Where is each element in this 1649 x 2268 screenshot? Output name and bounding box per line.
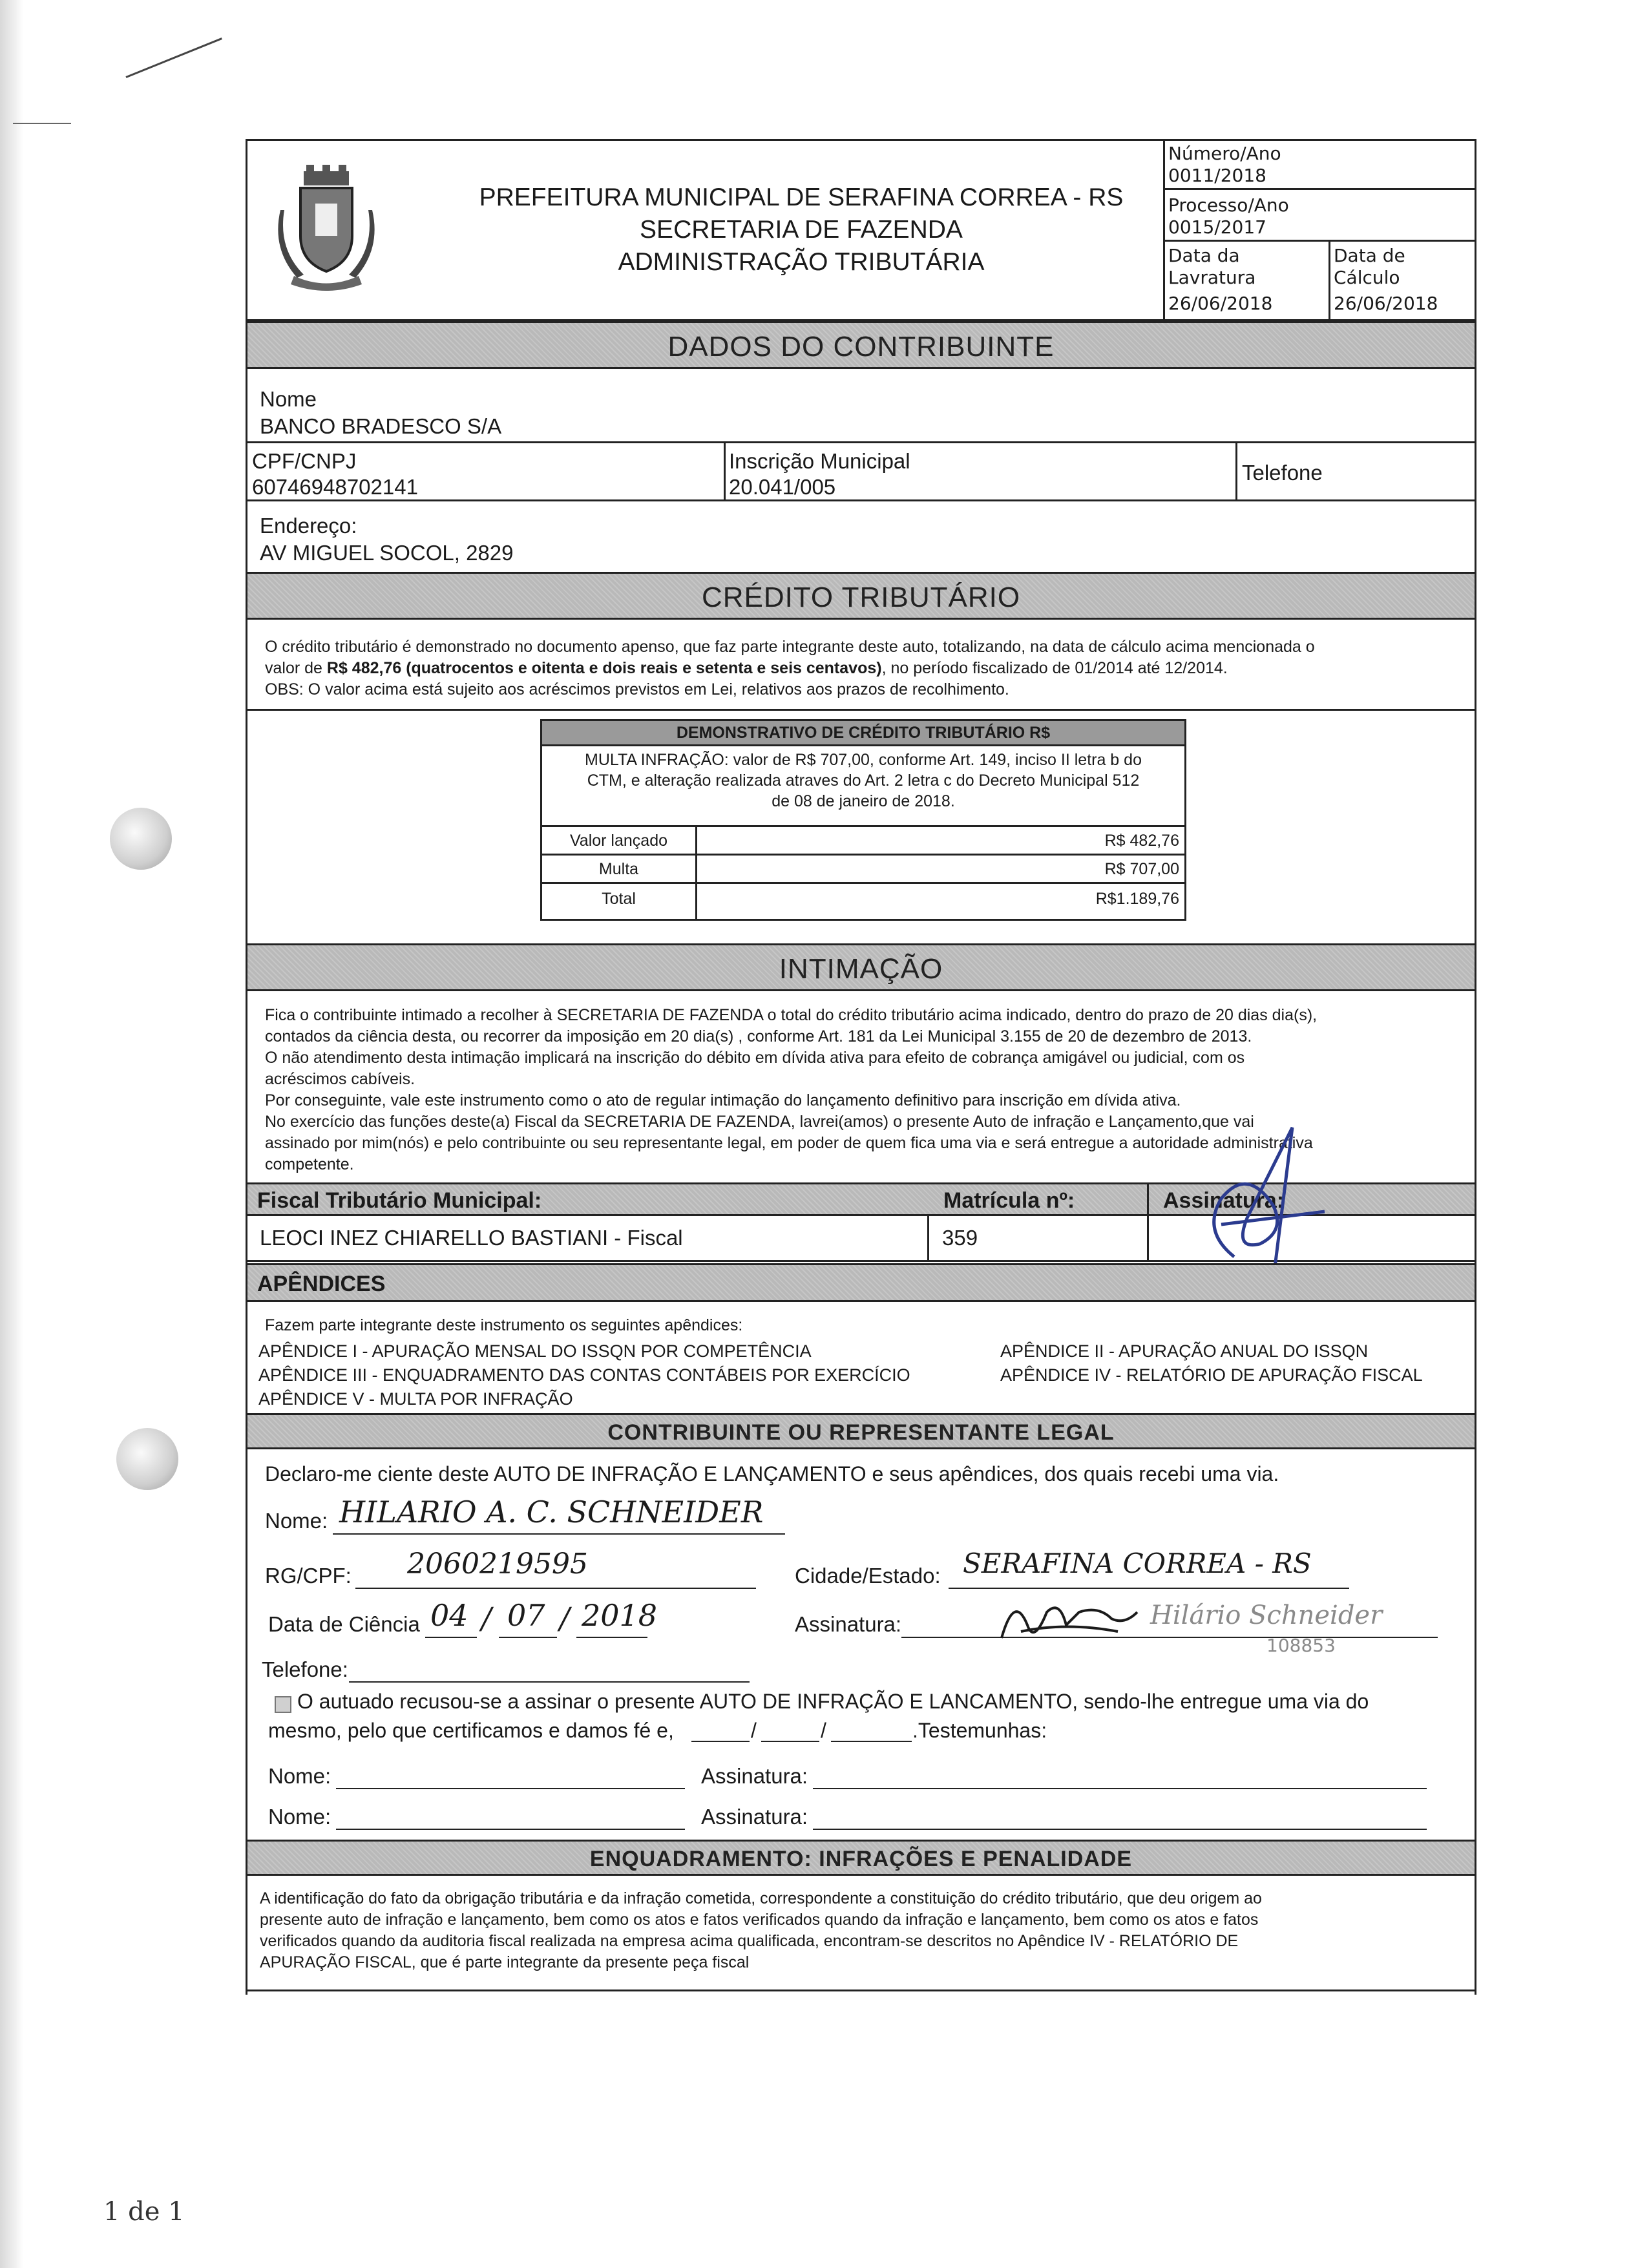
section-apendices (246, 1263, 1476, 1302)
credito-paragraph (265, 636, 1467, 700)
auto-de-infracao-form (246, 139, 1476, 1993)
divider (540, 744, 1186, 746)
intimacao-line: Fica o contribuinte intimado a recolher à SECRETARIA DE FAZENDA o total do crédito tributário acima indicado, dentro do prazo de 20 dias dia(s), (265, 1006, 1318, 1024)
total-value: R$1.189,76 (1095, 890, 1179, 908)
numero-ano-value: 0011/2018 (1168, 165, 1266, 186)
enquadramento-paragraph (260, 1888, 1462, 1973)
matricula-label: Matrícula nº: (943, 1188, 1075, 1213)
credito-obs: OBS: O valor acima está sujeito aos acréscimos previstos em Lei, relativos aos prazos de recolhimento. (265, 680, 1009, 698)
pen-mark (125, 37, 222, 78)
intimacao-line: O não atendimento desta intimação implicará na inscrição do débito em dívida ativa para efeito de cobrança amigável ou judicial, com os (265, 1049, 1245, 1067)
recusa-text (268, 1719, 674, 1743)
header-secretaria: SECRETARIA DE FAZENDA (640, 216, 963, 244)
punch-hole (110, 808, 172, 870)
data-calculo-label: Cálculo (1334, 267, 1400, 288)
testemunha-assinatura-line (813, 1788, 1427, 1789)
valor-lancado-label: Valor lançado (569, 832, 668, 850)
section-enquadramento (246, 1840, 1476, 1876)
recusa-checkbox[interactable] (275, 1696, 291, 1713)
multa-value: R$ 707,00 (1104, 860, 1179, 878)
intimacao-line: contados da ciência desta, ou recorrer da imposição em 20 dia(s) , conforme Art. 181 da Lei Municipal 3.155 de 20 de dezembro de 2013. (265, 1027, 1252, 1045)
testemunha-assinatura-label: Assinatura: (701, 1805, 808, 1829)
credito-text: valor de (265, 659, 327, 677)
divider (246, 441, 1476, 443)
rep-rg-handwritten: 2060219595 (407, 1548, 588, 1580)
intimacao-line: No exercício das funções deste(a) Fiscal da SECRETARIA DE FAZENDA, lavrei(amos) o presente Auto de infração e Lançamento,que vai (265, 1113, 1254, 1131)
rep-telefone-label: Telefone: (262, 1657, 348, 1681)
rep-telefone-line (349, 1681, 750, 1683)
section-representante (246, 1413, 1476, 1449)
rep-rg-label: RG/CPF: (265, 1564, 352, 1588)
cpf-cnpj-label: CPF/CNPJ (252, 449, 357, 473)
recusa-text: O autuado recusou-se a assinar o presente AUTO DE INFRAÇÃO E LANCAMENTO, sendo-lhe entregue uma via do (297, 1690, 1369, 1713)
demonstrativo-description (542, 750, 1184, 812)
divider (246, 499, 1476, 501)
multa-label: Multa (598, 860, 639, 878)
divider (1329, 240, 1330, 321)
frame-left (246, 321, 247, 1995)
credito-text: , no período fiscalizado de 01/2014 até 12/2014. (881, 659, 1228, 677)
rep-data-label: Data de Ciência (268, 1612, 420, 1636)
rep-nome-label: Nome: (265, 1509, 328, 1533)
frame-right (1475, 321, 1476, 1995)
total-label: Total (602, 890, 636, 908)
testemunha-nome-label: Nome: (268, 1805, 331, 1829)
section-intimacao (246, 943, 1476, 991)
scan-edge (0, 0, 23, 2268)
punch-hole (116, 1428, 178, 1490)
section-title: ENQUADRAMENTO: INFRAÇÕES E PENALIDADE (589, 1847, 1133, 1871)
rep-data-line (425, 1637, 477, 1638)
endereco-label: Endereço: (260, 514, 357, 538)
testemunha-assinatura-label: Assinatura: (701, 1764, 808, 1788)
date-separator: / (481, 1601, 492, 1635)
pen-mark (13, 123, 71, 124)
section-title: APÊNDICES (257, 1272, 386, 1296)
header-administracao: ADMINISTRAÇÃO TRIBUTÁRIA (618, 248, 985, 276)
data-calculo-label: Data de (1334, 245, 1405, 266)
endereco-value: AV MIGUEL SOCOL, 2829 (260, 541, 514, 565)
rep-assinatura-line (901, 1637, 1438, 1638)
date-separator: / (751, 1719, 757, 1742)
matricula-value: 359 (942, 1226, 978, 1250)
rep-cidade-handwritten: SERAFINA CORREA - RS (963, 1548, 1312, 1579)
data-calculo-value: 26/06/2018 (1334, 293, 1438, 314)
testemunha-nome-line (336, 1788, 685, 1789)
rep-data-day: 04 (430, 1598, 468, 1633)
divider (1163, 188, 1476, 190)
processo-ano-label: Processo/Ano (1168, 194, 1289, 216)
testemunha-nome-line (336, 1829, 685, 1830)
inscricao-municipal-label: Inscrição Municipal (729, 449, 910, 473)
recusa-text-a: mesmo, pelo que certificamos e damos fé e, (268, 1719, 674, 1742)
intimacao-line: acréscimos cabíveis. (265, 1070, 415, 1088)
rep-signature (989, 1586, 1144, 1651)
divider (724, 441, 726, 501)
section-dados-contribuinte (246, 321, 1476, 369)
enquadramento-line: A identificação do fato da obrigação tributária e da infração cometida, correspondente a constituição do crédito tributário, que deu origem ao (260, 1889, 1262, 1907)
divider (1163, 139, 1165, 321)
data-lavratura-label: Lavratura (1168, 267, 1256, 288)
divider (1163, 240, 1476, 242)
assinatura-label: Assinatura: (1163, 1188, 1285, 1213)
section-credito-tributario (246, 572, 1476, 620)
divider (927, 1214, 929, 1262)
testemunha-nome-label: Nome: (268, 1764, 331, 1788)
recusa-text-b: .Testemunhas: (912, 1719, 1047, 1742)
divider (1147, 1182, 1149, 1262)
rep-nome-handwritten: HILARIO A. C. SCHNEIDER (339, 1495, 764, 1529)
nome-label: Nome (260, 387, 317, 411)
cpf-cnpj-value: 60746948702141 (252, 475, 418, 499)
section-title: DADOS DO CONTRIBUINTE (667, 331, 1055, 362)
divider (540, 825, 1186, 827)
apendice-item: APÊNDICE IV - RELATÓRIO DE APURAÇÃO FISCAL (1000, 1365, 1423, 1385)
date-separator: / (560, 1601, 570, 1635)
date-separator: / (821, 1719, 826, 1742)
recusa-date-line (831, 1741, 912, 1742)
municipal-coat-of-arms-icon (278, 165, 375, 294)
demo-line: CTM, e alteração realizada atraves do Art. 2 letra c do Decreto Municipal 512 (587, 772, 1140, 790)
testemunha-assinatura-line (813, 1829, 1427, 1830)
data-lavratura-value: 26/06/2018 (1168, 293, 1273, 314)
demonstrativo-title: DEMONSTRATIVO DE CRÉDITO TRIBUTÁRIO R$ (542, 721, 1184, 744)
data-lavratura-label: Data da (1168, 245, 1240, 266)
apendice-item: APÊNDICE III - ENQUADRAMENTO DAS CONTAS CONTÁBEIS POR EXERCÍCIO (258, 1365, 910, 1385)
divider (540, 854, 1186, 856)
rep-cidade-label: Cidade/Estado: (795, 1564, 941, 1588)
demo-line: MULTA INFRAÇÃO: valor de R$ 707,00, conforme Art. 149, inciso II letra b do (585, 751, 1142, 769)
nome-value: BANCO BRADESCO S/A (260, 414, 502, 438)
page-number: 1 de 1 (103, 2197, 185, 2227)
rep-assinatura-label: Assinatura: (795, 1612, 902, 1636)
declaracao-text: Declaro-me ciente deste AUTO DE INFRAÇÃO E LANÇAMENTO e seus apêndices, dos quais recebi uma via. (265, 1462, 1279, 1486)
apendices-list-right (1000, 1339, 1423, 1387)
valor-lancado-value: R$ 482,76 (1104, 832, 1179, 850)
telefone-label: Telefone (1242, 461, 1323, 485)
intimacao-line: competente. (265, 1155, 354, 1173)
recusa-date-line (761, 1741, 819, 1742)
demo-line: de 08 de janeiro de 2018. (772, 792, 955, 810)
rep-data-line (499, 1637, 557, 1638)
numero-ano-label: Número/Ano (1168, 143, 1281, 164)
credito-valor-extenso: R$ 482,76 (quatrocentos e oitenta e dois reais e setenta e seis centavos) (326, 659, 882, 677)
intimacao-line: assinado por mim(nós) e pelo contribuinte ou seu representante legal, em poder de quem fica uma via e será entregue a autoridade administrativa (265, 1134, 1313, 1152)
apendice-item: APÊNDICE I - APURAÇÃO MENSAL DO ISSQN POR COMPETÊNCIA (258, 1341, 812, 1361)
divider (1235, 441, 1237, 501)
credito-line: O crédito tributário é demonstrado no documento apenso, que faz parte integrante deste auto, totalizando, na data de cálculo acima mencionada o (265, 638, 1315, 656)
apendices-list-left (258, 1339, 910, 1411)
rep-data-year: 2018 (582, 1598, 658, 1633)
intimacao-line: Por conseguinte, vale este instrumento como o ato de regular intimação do lançamento definitivo para inscrição em dívida ativa. (265, 1091, 1181, 1109)
rep-rg-line (355, 1588, 756, 1589)
rep-nome-line (333, 1533, 785, 1535)
header-prefeitura: PREFEITURA MUNICIPAL DE SERAFINA CORREA - RS (479, 184, 1124, 211)
section-title: CRÉDITO TRIBUTÁRIO (701, 582, 1021, 613)
section-title: CONTRIBUINTE OU REPRESENTANTE LEGAL (607, 1420, 1115, 1445)
fiscal-label: Fiscal Tributário Municipal: (257, 1188, 542, 1213)
rep-data-line (576, 1637, 647, 1638)
apendice-item: APÊNDICE II - APURAÇÃO ANUAL DO ISSQN (1000, 1341, 1369, 1361)
divider (695, 825, 697, 921)
apendices-intro: Fazem parte integrante deste instrumento os seguintes apêndices: (265, 1316, 743, 1334)
rep-data-month: 07 (507, 1598, 545, 1633)
rep-stamp-name: Hilário Schneider (1150, 1601, 1383, 1630)
processo-ano-value: 0015/2017 (1168, 216, 1266, 238)
enquadramento-line: APURAÇÃO FISCAL, que é parte integrante da presente peça fiscal (260, 1953, 750, 1971)
inscricao-municipal-value: 20.041/005 (729, 475, 836, 499)
rep-stamp-number: 108853 (1266, 1635, 1336, 1656)
enquadramento-line: presente auto de infração e lançamento, bem como os atos e fatos verificados quando da infração e lançamento, bem como os atos e fatos (260, 1911, 1259, 1929)
section-title: INTIMAÇÃO (779, 953, 943, 985)
recusa-date-line (691, 1741, 750, 1742)
fiscal-name-value: LEOCI INEZ CHIARELLO BASTIANI - Fiscal (260, 1226, 683, 1250)
apendice-item: APÊNDICE V - MULTA POR INFRAÇÃO (258, 1389, 573, 1409)
credito-line (265, 658, 1467, 679)
enquadramento-line: verificados quando da auditoria fiscal realizada na empresa acima qualificada, encontram-se descritos no Apêndice IV - RELATÓRIO DE (260, 1932, 1239, 1950)
divider (540, 882, 1186, 884)
